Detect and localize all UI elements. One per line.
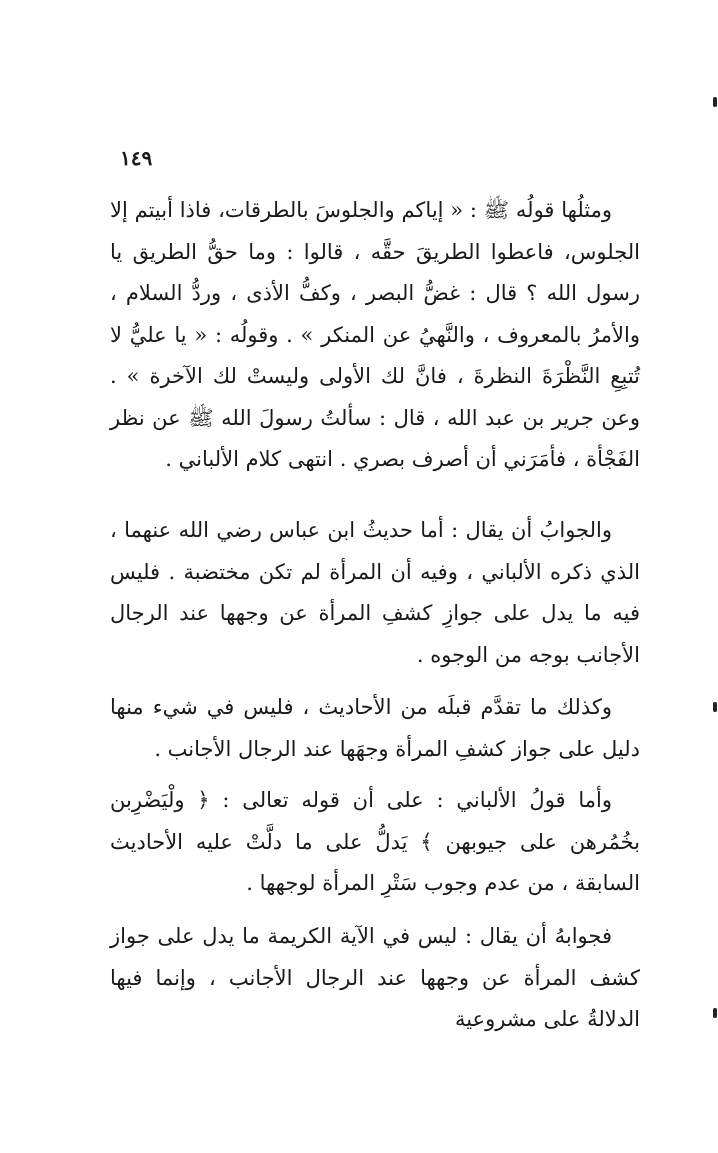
scan-edge-mark (713, 97, 717, 107)
scan-edge-mark (713, 702, 717, 712)
paragraph-answer-ibn-abbas (110, 510, 640, 676)
paragraph-verse-answer (110, 916, 640, 1041)
paragraph-albani-verse-claim (110, 780, 640, 905)
page-number: ١٤٩ (120, 146, 153, 170)
paragraph-text: وأما قولُ الألباني : على أن قوله تعالى : ﴿ ولْيَضْرِبن بخُمُرهن على جيوبهن ﴾ يَدلُّ على ما دلَّتْ عليه الأحاديث السابقة ، من عدم وجوب سَتْرِ المرأة لوجهها . (110, 788, 640, 895)
paragraph-hadith-quote (110, 190, 640, 481)
scan-edge-mark (713, 1008, 717, 1018)
paragraph-text: والجوابُ أن يقال : أما حديثُ ابن عباس رضي الله عنهما ، الذي ذكره الألباني ، وفيه أن المرأة لم تكن مختضبة . فليس فيه ما يدل على جوازِ كشفِ المرأة عن وجهها عند الرجال الأجانب بوجه من الوجوه . (110, 518, 640, 667)
paragraph-other-hadiths (110, 687, 640, 770)
paragraph-text: فجوابهُ أن يقال : ليس في الآية الكريمة ما يدل على جواز كشف المرأة عن وجهها عند الرجال الأجانب ، وإنما فيها الدلالةُ على مشروعية (110, 924, 640, 1031)
paragraph-text: ومثلُها قولُه ﷺ : « إياكم والجلوسَ بالطرقات، فاذا أبيتم إلا الجلوس، فاعطوا الطريقَ حقَّه ، قالوا : وما حقُّ الطريق يا رسول الله ؟ قال : غضُّ البصر ، وكفُّ الأذى ، وردُّ السلام ، والأمرُ بالمعروف ، والنَّهيُ عن المنكر » . وقولُه : « يا عليُّ لا تُتبِعِ النَّظْرَةَ النظرةَ ، فانَّ لك الأولى وليستْ لك الآخرة » . وعن جرير بن عبد الله ، قال : سألتُ رسولَ الله ﷺ عن نظر الفَجْأة ، فأمَرَني أن أصرف بصري . انتهى كلام الألباني . (110, 198, 640, 471)
paragraph-text: وكذلك ما تقدَّم قبلَه من الأحاديث ، فليس في شيء منها دليل على جواز كشفِ المرأة وجهَها عند الرجال الأجانب . (110, 695, 640, 761)
